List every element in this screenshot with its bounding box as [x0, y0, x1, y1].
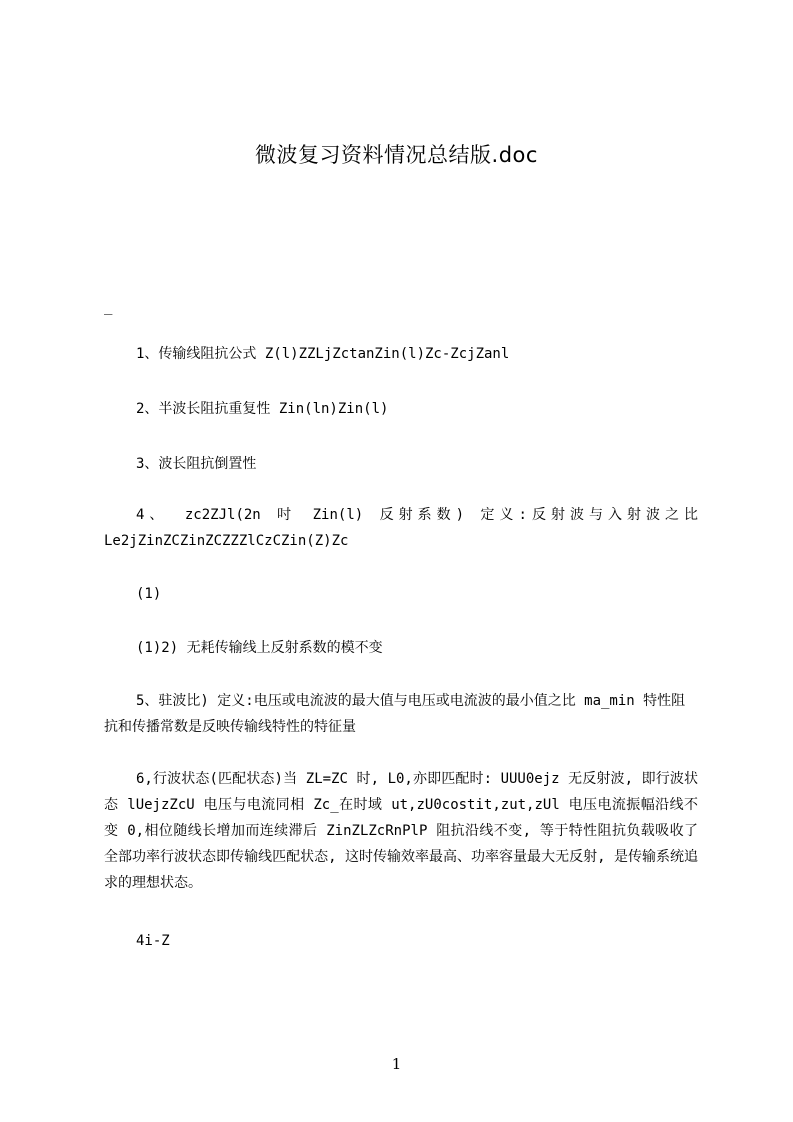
paragraph-vswr: 5、驻波比) 定义:电压或电流波的最大值与电压或电流波的最小值之比 ma_min 特性阻抗和传播常数是反映传输线特性的特征量	[104, 693, 686, 735]
paragraph-numbered-1: (1)	[136, 586, 162, 602]
document-title: 微波复习资料情况总结版.doc	[255, 143, 538, 167]
paragraph-quarter-wavelength: 3、波长阻抗倒置性	[136, 456, 257, 472]
paragraph-traveling-wave: 6,行波状态(匹配状态)当 ZL=ZC 时, L0,亦即匹配时: UUU0ejz 无反射波, 即行波状态 lUejzZcU 电压与电流同相 Zc_在时域 ut,zU0costit,zut,zUl 电压电流振幅沿线不变 0,相位随线长增加而连续滞后 ZinZLZcRnPlP 阻抗沿线不变, 等于特性阻抗负载吸收了全部功率行波状态即传输线匹配状态, 这时传输效率最高、功率容量最大无反射, 是传输系统追求的理想状态。	[104, 771, 698, 891]
page-number: 1	[391, 1055, 402, 1073]
paragraph-lossless-line: (1)2) 无耗传输线上反射系数的模不变	[136, 640, 383, 656]
paragraph-trailing-formula: 4i-Z	[136, 933, 170, 949]
paragraph-placeholder: _	[104, 299, 113, 315]
paragraph-impedance-formula: 1、传输线阻抗公式 Z(l)ZZLjZctanZin(l)Zc-ZcjZanl	[136, 346, 510, 362]
paragraph-half-wavelength: 2、半波长阻抗重复性 Zin(ln)Zin(l)	[136, 401, 389, 417]
paragraph-reflection-coefficient: 4、 zc2ZJl(2n 吋 Zin(l) 反射系数) 定义:反射波与入射波之比 Le2jZinZCZinZCZZZlCzCZin(Z)Zc	[104, 507, 698, 549]
